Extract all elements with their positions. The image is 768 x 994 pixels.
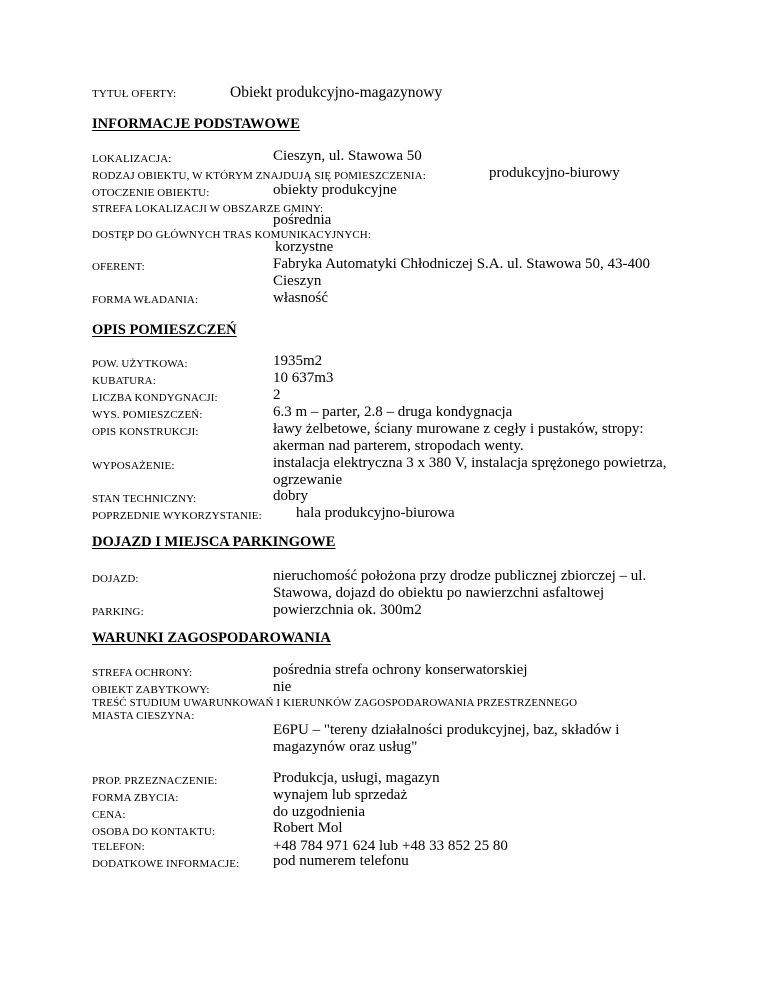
height-value: 6.3 m – parter, 2.8 – druga kondygnacja [273, 404, 513, 420]
additional-info-value: pod numerem telefonu [273, 853, 409, 869]
heritage-value: nie [273, 679, 292, 695]
zone-value: pośrednia [273, 212, 332, 228]
surroundings-label: OTOCZENIE OBIEKTU: [92, 187, 210, 199]
price-value: do uzgodnienia [273, 804, 366, 820]
offer-title-label: TYTUŁ OFERTY: [92, 88, 177, 100]
access-label: DOSTĘP DO GŁÓWNYCH TRAS KOMUNIKACYJNYCH: [92, 229, 372, 241]
floors-label: LICZBA KONDYGNACJI: [92, 392, 218, 404]
location-label: LOKALIZACJA: [92, 153, 172, 165]
floors-value: 2 [273, 387, 281, 403]
additional-info-label: DODATKOWE INFORMACJE: [92, 858, 240, 870]
approach-value: nieruchomość położona przy drodze publicznej zbiorczej – ul. Stawowa, dojazd do obiektu po nawierzchni asfaltowej [273, 568, 647, 601]
location-value: Cieszyn, ul. Stawowa 50 [273, 148, 422, 164]
heritage-label: OBIEKT ZABYTKOWY: [92, 684, 210, 696]
heading-rooms: OPIS POMIESZCZEŃ [92, 322, 237, 338]
purpose-value: Produkcja, usługi, magazyn [273, 770, 440, 786]
study-value: E6PU – "tereny działalności produkcyjnej, baz, składów i magazynów oraz usług" [273, 722, 620, 755]
volume-value: 10 637m3 [273, 370, 334, 386]
sale-form-value: wynajem lub sprzedaż [273, 787, 408, 803]
heading-access-parking: DOJAZD I MIEJSCA PARKINGOWE [92, 534, 336, 550]
approach-label: DOJAZD: [92, 573, 139, 585]
construction-label: OPIS KONSTRUKCJI: [92, 426, 199, 438]
equipment-label: WYPOSAŻENIE: [92, 460, 175, 472]
condition-value: dobry [273, 488, 308, 504]
sale-form-label: FORMA ZBYCIA: [92, 792, 179, 804]
object-type-label: RODZAJ OBIEKTU, W KTÓRYM ZNAJDUJĄ SIĘ POMIESZCZENIA: [92, 170, 426, 182]
ownership-label: FORMA WŁADANIA: [92, 294, 199, 306]
area-label: POW. UŻYTKOWA: [92, 358, 188, 370]
area-value: 1935m2 [273, 353, 323, 369]
construction-value: ławy żelbetowe, ściany murowane z cegły i pustaków, stropy: akerman nad parterem, stropodach wenty. [273, 421, 644, 454]
heading-basic-info: INFORMACJE PODSTAWOWE [92, 116, 300, 132]
study-label-line2: MIASTA CIESZYNA: [92, 710, 195, 722]
parking-value: powierzchnia ok. 300m2 [273, 602, 422, 618]
protection-zone-label: STREFA OCHRONY: [92, 667, 193, 679]
parking-label: PARKING: [92, 606, 144, 618]
offeror-value: Fabryka Automatyki Chłodniczej S.A. ul. Stawowa 50, 43-400 Cieszyn [273, 256, 651, 289]
volume-label: KUBATURA: [92, 375, 156, 387]
object-type-value: produkcyjno-biurowy [489, 165, 620, 181]
access-value: korzystne [275, 239, 334, 255]
surroundings-value: obiekty produkcyjne [273, 182, 397, 198]
previous-use-label: POPRZEDNIE WYKORZYSTANIE: [92, 510, 262, 522]
offer-title-value: Obiekt produkcyjno-magazynowy [230, 84, 443, 101]
price-label: CENA: [92, 809, 126, 821]
height-label: WYS. POMIESZCZEŃ: [92, 409, 203, 421]
offeror-label: OFERENT: [92, 261, 145, 273]
contact-value: Robert Mol [273, 820, 343, 836]
zone-label: STREFA LOKALIZACJI W OBSZARZE GMINY: [92, 203, 324, 215]
purpose-label: PROP. PRZEZNACZENIE: [92, 775, 218, 787]
previous-use-value: hala produkcyjno-biurowa [296, 505, 455, 521]
protection-zone-value: pośrednia strefa ochrony konserwatorskiej [273, 662, 528, 678]
condition-label: STAN TECHNICZNY: [92, 493, 197, 505]
ownership-value: własność [273, 290, 328, 306]
equipment-value: instalacja elektryczna 3 x 380 V, instalacja sprężonego powietrza, ogrzewanie [273, 455, 667, 488]
phone-value: +48 784 971 624 lub +48 33 852 25 80 [273, 838, 508, 854]
phone-label: TELEFON: [92, 841, 145, 853]
contact-label: OSOBA DO KONTAKTU: [92, 826, 216, 838]
study-label-line1: TREŚĆ STUDIUM UWARUNKOWAŃ I KIERUNKÓW ZAGOSPODAROWANIA PRZESTRZENNEGO [92, 697, 578, 709]
heading-development-conditions: WARUNKI ZAGOSPODAROWANIA [92, 630, 331, 646]
